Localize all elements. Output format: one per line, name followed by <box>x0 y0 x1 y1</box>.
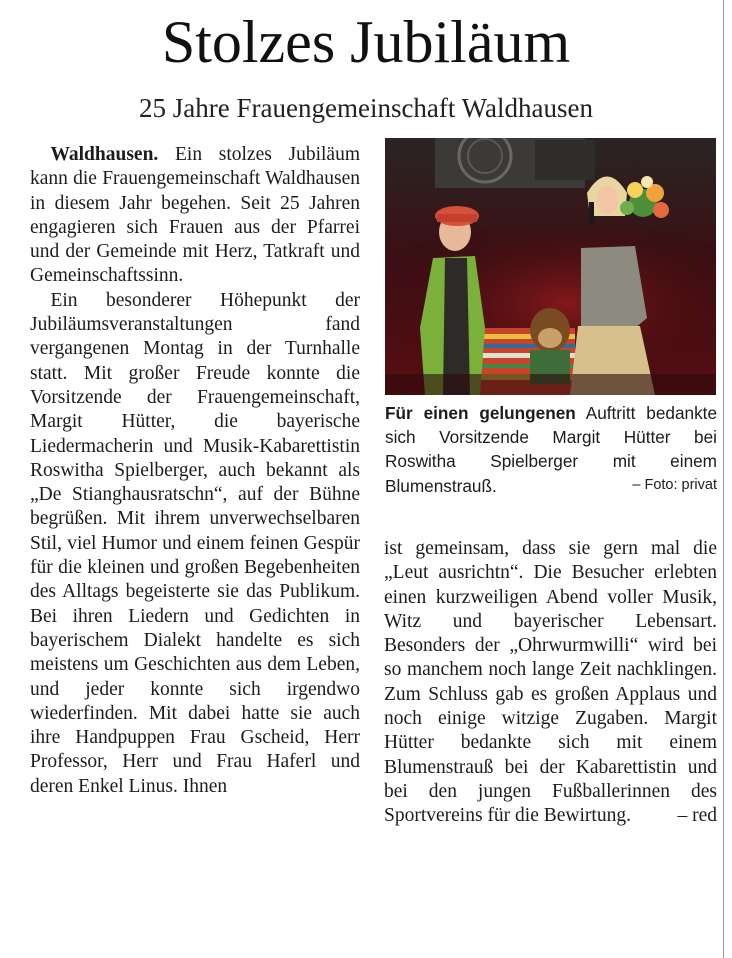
photo-credit: – Foto: privat <box>632 476 717 493</box>
body-text-3: ist gemeinsam, dass sie gern mal die „Leut ausrichtn“. Die Besucher erlebten einen kurzweiligen Abend voller Musik, Witz und bayerischer Lebensart. Besonders der „Ohrwurmwilli“ wird bei so manchem noch lange Zeit nachklingen. Zum Schluss gab es großen Applaus und noch einige witzige Zugaben. Margit Hütter bedankte sich mit einem Blumenstrauß bei der Kabarettistin und bei den jungen Fußballerinnen des Sportvereins für die Bewirtung. <box>384 538 717 827</box>
caption-lead: Für einen gelungenen <box>385 403 576 423</box>
dateline: Waldhausen. <box>50 144 159 165</box>
body-paragraph-3 <box>384 537 717 829</box>
photo-caption <box>385 401 717 498</box>
stage-photo-illustration <box>385 138 716 395</box>
caption-text: Auftritt bedankte sich Vorsitzende Margit Hütter bei Roswitha Spielberger mit einem Blumenstrauß. <box>385 403 717 496</box>
article-body-right-column <box>384 537 717 942</box>
author-signature: – red <box>677 805 717 827</box>
column-rule <box>723 0 724 958</box>
body-paragraph-2: Ein besonderer Höhepunkt der Jubiläumsveranstaltungen fand vergangenen Montag in der Turnhalle statt. Mit großer Freude konnte die Vorsitzende der Frauengemeinschaft, Margit Hütter, die bayerische Liedermacherin und Musik-Kabarettistin Roswitha Spielberger, auch bekannt als „De Stianghausratschn“, auf der Bühne begrüßen. Mit ihrem unverwechselbaren Stil, viel Humor und einem feinen Gespür für die kleinen und großen Begebenheiten des Alltags begeisterte sie das Publikum. Bei ihren Liedern und Gedichten in bayerischem Dialekt handelte es sich meistens um Geschichten aus dem Leben, und jeder konnte sich irgendwo wiederfinden. Mit dabei hatte sie auch ihre Handpuppen Frau Gscheid, Herr Professor, Herr und Frau Haferl und deren Enkel Linus. Ihnen <box>30 289 360 797</box>
body-text-1: Ein stolzes Jubiläum kann die Frauengemeinschaft Waldhausen in diesem Jahr begehen. Seit 25 Jahren engagieren sich Frauen aus der Pfarrei und der Gemeinde mit Herz, Tatkraft und Gemeinschaftssinn. <box>30 144 360 287</box>
article-photo <box>385 138 716 395</box>
article-body-left-column <box>30 143 360 943</box>
article-subtitle: 25 Jahre Frauengemeinschaft Waldhausen <box>139 93 593 123</box>
article-title: Stolzes Jubiläum <box>161 9 571 75</box>
body-paragraph-1 <box>30 143 360 289</box>
